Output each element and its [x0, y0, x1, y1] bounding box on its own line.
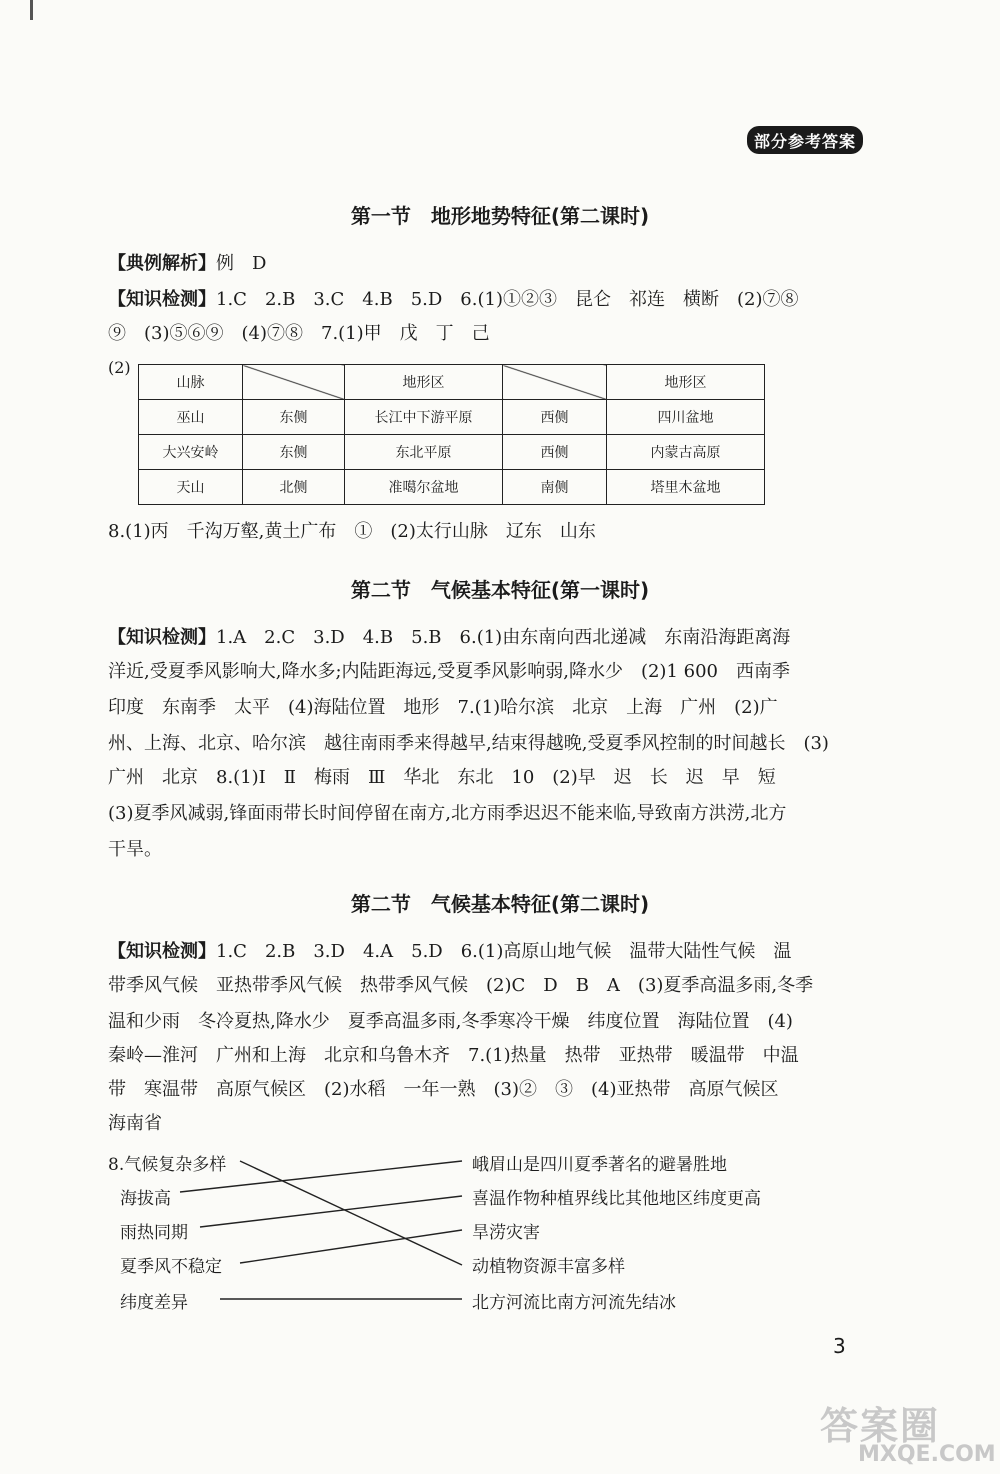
table-label: (2): [108, 358, 131, 377]
match-line: [180, 1161, 462, 1192]
spine-mark: [30, 0, 33, 20]
s3-line-1: 【知识检测】1.C 2.B 3.D 4.A 5.D 6.(1)高原山地气候 温带大陆性气候 温: [108, 941, 792, 962]
match-left-item: 海拔高: [120, 1189, 171, 1209]
landform-table: [138, 364, 765, 505]
match-right-item: 峨眉山是四川夏季著名的避暑胜地: [472, 1155, 727, 1175]
s2-line-4: 州、上海、北京、哈尔滨 越往南雨季来得越早,结束得越晚,受夏季风控制的时间越长 (3): [108, 733, 829, 754]
table-cell: 准噶尔盆地: [345, 470, 503, 505]
match-left-item: 纬度差异: [120, 1293, 188, 1313]
match-line: [200, 1196, 462, 1227]
section-title-2: 第二节 气候基本特征(第一课时): [350, 578, 650, 602]
s3-line-2: 带季风气候 亚热带季风气候 热带季风气候 (2)C D B A (3)夏季高温多雨,冬季: [108, 975, 814, 996]
s2-line-1: 【知识检测】1.A 2.C 3.D 4.B 5.B 6.(1)由东南向西北递减 东南沿海距离海: [108, 627, 791, 648]
table-cell: 东北平原: [345, 435, 503, 470]
s2-line-2: 洋近,受夏季风影响大,降水多;内陆距海远,受夏季风影响弱,降水少 (2)1 600 西南季: [108, 661, 790, 682]
table-header-cell: 地形区: [607, 365, 765, 400]
table-row: [139, 470, 765, 505]
match-right-item: 喜温作物种植界线比其他地区纬度更高: [472, 1189, 761, 1209]
table-header-row: [139, 365, 765, 400]
table-cell: 内蒙古高原: [607, 435, 765, 470]
table-row: [139, 400, 765, 435]
match-line: [240, 1230, 462, 1263]
match-left-item: 8.气候复杂多样: [108, 1155, 227, 1175]
q8-line: 8.(1)丙 千沟万壑,黄土广布 ① (2)太行山脉 辽东 山东: [108, 521, 596, 542]
matching-lines: [0, 1140, 1000, 1320]
table-cell: 南侧: [503, 470, 607, 505]
table-diagonal-cell: [243, 365, 345, 400]
match-left-item: 夏季风不稳定: [120, 1257, 222, 1277]
s2-line-5: 广州 北京 8.(1)Ⅰ Ⅱ 梅雨 Ⅲ 华北 东北 10 (2)早 迟 长 迟 早 短: [108, 767, 776, 788]
check-line-1: 【知识检测】1.C 2.B 3.C 4.B 5.D 6.(1)①②③ 昆仑 祁连 横断 (2)⑦⑧: [108, 289, 799, 310]
s2-line-3: 印度 东南季 太平 (4)海陆位置 地形 7.(1)哈尔滨 北京 上海 广州 (2)广: [108, 697, 778, 718]
section-title-1: 第一节 地形地势特征(第二课时): [350, 204, 650, 228]
table-cell: 长江中下游平原: [345, 400, 503, 435]
s2-line-7: 干旱。: [108, 839, 162, 860]
page-number: 3: [833, 1334, 846, 1358]
table-header-cell: 山脉: [139, 365, 243, 400]
s3-line-3: 温和少雨 冬冷夏热,降水少 夏季高温多雨,冬季寒冷干燥 纬度位置 海陆位置 (4): [108, 1011, 793, 1032]
s3-line-5: 带 寒温带 高原气候区 (2)水稻 一年一熟 (3)② ③ (4)亚热带 高原气候区: [108, 1079, 779, 1100]
match-right-item: 北方河流比南方河流先结冰: [472, 1293, 676, 1313]
table-header-cell: 地形区: [345, 365, 503, 400]
table-cell: 巫山: [139, 400, 243, 435]
match-right-item: 旱涝灾害: [472, 1223, 540, 1243]
table-cell: 四川盆地: [607, 400, 765, 435]
section-title-3: 第二节 气候基本特征(第二课时): [350, 892, 650, 916]
example-line: 【典例解析】例 D: [108, 253, 267, 274]
table-cell: 塔里木盆地: [607, 470, 765, 505]
match-left-item: 雨热同期: [120, 1223, 188, 1243]
s3-line-4: 秦岭—淮河 广州和上海 北京和乌鲁木齐 7.(1)热量 热带 亚热带 暖温带 中温: [108, 1045, 799, 1066]
s2-line-6: (3)夏季风减弱,锋面雨带长时间停留在南方,北方雨季迟迟不能来临,导致南方洪涝,北方: [108, 803, 787, 824]
s3-line-6: 海南省: [108, 1113, 162, 1134]
table-cell: 东侧: [243, 435, 345, 470]
table-diagonal-cell: [503, 365, 607, 400]
answer-badge: 部分参考答案: [747, 126, 863, 154]
match-right-item: 动植物资源丰富多样: [472, 1257, 625, 1277]
watermark-url: MXQE.COM: [858, 1442, 996, 1467]
table-cell: 西侧: [503, 400, 607, 435]
table-row: [139, 435, 765, 470]
match-line: [240, 1161, 462, 1265]
table-cell: 大兴安岭: [139, 435, 243, 470]
watermark-logo: 答案圈: [820, 1404, 941, 1448]
table-cell: 西侧: [503, 435, 607, 470]
table-cell: 东侧: [243, 400, 345, 435]
table-cell: 北侧: [243, 470, 345, 505]
table-cell: 天山: [139, 470, 243, 505]
check-line-2: ⑨ (3)⑤⑥⑨ (4)⑦⑧ 7.(1)甲 戊 丁 己: [108, 323, 490, 344]
